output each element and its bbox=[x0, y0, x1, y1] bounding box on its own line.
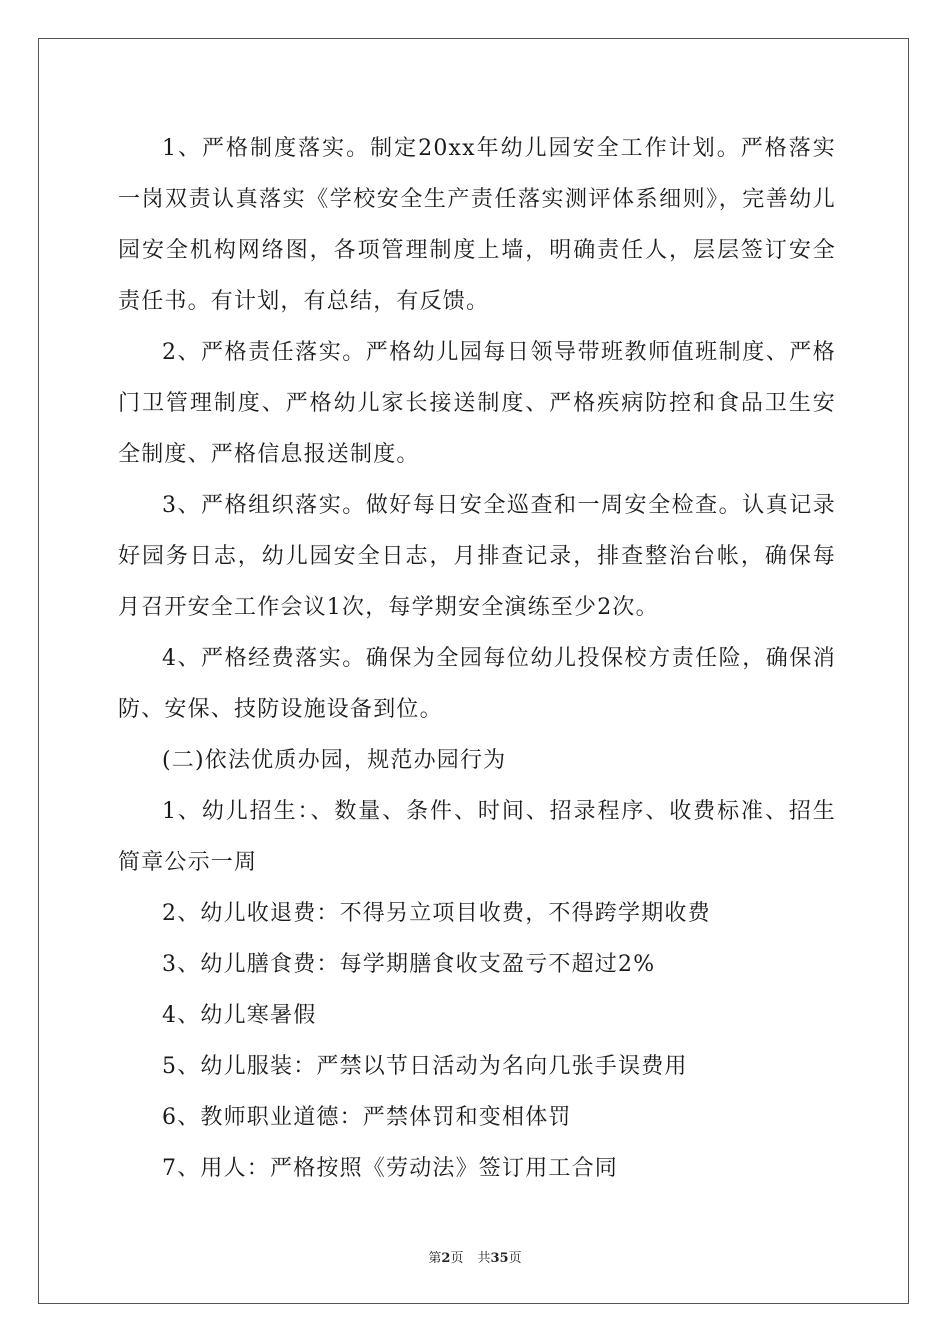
list-item: 6、教师职业道德：严禁体罚和变相体罚 bbox=[162, 1105, 572, 1130]
paragraph-1: 1、严格制度落实。制定20xx年幼儿园安全工作计划。严格落实一岗双责认真落实《学校安全生产责任落实测评体系细则》，完善幼儿园安全机构网络图，各项管理制度上墙，明确责任人，层层签订安全责任书。有计划，有总结，有反馈。 bbox=[118, 136, 836, 314]
paragraph-2: 2、严格责任落实。严格幼儿园每日领导带班教师值班制度、严格门卫管理制度、严格幼儿家长接送制度、严格疾病防控和食品卫生安全制度、严格信息报送制度。 bbox=[118, 340, 836, 467]
list-item: 7、用人：严格按照《劳动法》签订用工合同 bbox=[162, 1156, 618, 1181]
list-item: 3、幼儿膳食费：每学期膳食收支盈亏不超过2% bbox=[162, 952, 656, 977]
list-item: 2、幼儿收退费：不得另立项目收费，不得跨学期收费 bbox=[162, 901, 711, 926]
paragraph-3: 3、严格组织落实。做好每日安全巡查和一周安全检查。认真记录好园务日志，幼儿园安全日志，月排查记录，排查整治台帐，确保每月召开安全工作会议1次，每学期安全演练至少2次。 bbox=[118, 493, 836, 620]
total-suffix: 页 bbox=[508, 1251, 522, 1266]
list-item: 4、幼儿寒暑假 bbox=[162, 1003, 317, 1028]
list-item: 5、幼儿服装：严禁以节日活动为名向几张手误费用 bbox=[162, 1054, 688, 1079]
list-item: 1、幼儿招生：、数量、条件、时间、招录程序、收费标准、招生简章公示一周 bbox=[118, 799, 836, 875]
section-heading: (二)依法优质办园，规范办园行为 bbox=[162, 748, 507, 773]
document-body bbox=[118, 123, 836, 1194]
page-number: 2 bbox=[441, 1251, 451, 1266]
total-pages: 35 bbox=[490, 1251, 509, 1266]
page-footer bbox=[0, 1247, 950, 1266]
paragraph-4: 4、严格经费落实。确保为全园每位幼儿投保校方责任险，确保消防、安保、技防设施设备到位。 bbox=[118, 646, 836, 722]
page-suffix: 页 bbox=[450, 1251, 464, 1266]
page-prefix: 第 bbox=[428, 1251, 442, 1266]
total-prefix: 共 bbox=[477, 1251, 491, 1266]
